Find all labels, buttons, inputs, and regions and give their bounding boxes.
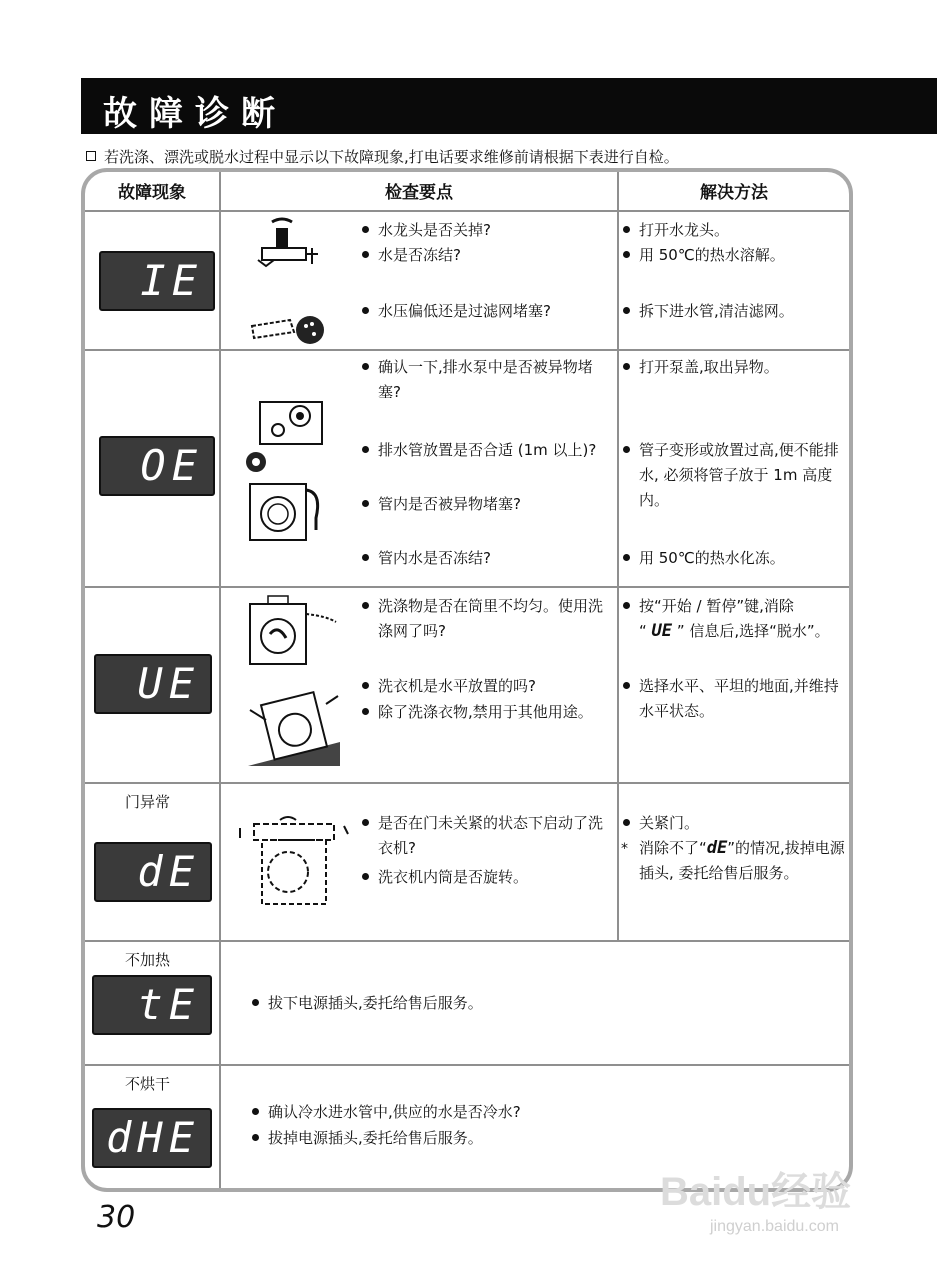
check-item: 确认一下,排水泵中是否被异物堵塞? bbox=[362, 355, 612, 405]
solution-item: 选择水平、平坦的地面,并维持水平状态。 bbox=[623, 674, 845, 724]
watermark-logo: Baidu经验 bbox=[660, 1170, 852, 1214]
water-tap-illustration bbox=[252, 214, 322, 276]
row-label-door: 门异常 bbox=[125, 793, 171, 811]
error-display-oe: OE bbox=[99, 436, 215, 496]
inline-lcd-code: UE bbox=[651, 621, 673, 641]
check-item: 水龙头是否关掉? bbox=[362, 218, 612, 243]
solution-item: 用 50℃的热水化冻。 bbox=[623, 546, 845, 571]
header-solution: 解决方法 bbox=[700, 183, 768, 203]
row-label-no-dry: 不烘干 bbox=[125, 1075, 171, 1093]
page-number: 30 bbox=[97, 1200, 136, 1235]
level-machine-illustration bbox=[246, 686, 342, 770]
row-divider bbox=[85, 940, 849, 942]
row-divider bbox=[85, 586, 849, 588]
solution-item: 打开泵盖,取出异物。 bbox=[623, 355, 845, 380]
filter-screen-illustration bbox=[250, 308, 330, 348]
check-item: 排水管放置是否合适 (1m 以上)? bbox=[362, 438, 612, 463]
row-label-no-heat: 不加热 bbox=[125, 951, 171, 969]
solution-item: 拆下进水管,清洁滤网。 bbox=[623, 299, 845, 324]
watermark-url: jingyan.baidu.com bbox=[710, 1218, 839, 1235]
error-display-dhe: dHE bbox=[92, 1108, 212, 1168]
page-title: 故障诊断 bbox=[103, 94, 287, 134]
row-divider bbox=[85, 782, 849, 784]
check-item: 拔下电源插头,委托给售后服务。 bbox=[252, 991, 812, 1016]
error-display-de: dE bbox=[94, 842, 212, 902]
star-icon: * bbox=[621, 841, 628, 857]
check-item: 除了洗涤衣物,禁用于其他用途。 bbox=[362, 700, 612, 725]
solution-item: 打开水龙头。 bbox=[623, 218, 845, 243]
check-item: 是否在门未关紧的状态下启动了洗衣机? bbox=[362, 811, 612, 861]
intro-label: 若洗涤、漂洗或脱水过程中显示以下故障现象,打电话要求维修前请根据下表进行自检。 bbox=[104, 148, 679, 166]
row-divider bbox=[85, 349, 849, 351]
check-item: 洗衣机内筒是否旋转。 bbox=[362, 865, 612, 890]
check-item: 确认冷水进水管中,供应的水是否冷水? bbox=[252, 1100, 812, 1125]
solution-item: 管子变形或放置过高,便不能排水, 必须将管子放于 1m 高度内。 bbox=[623, 438, 845, 513]
door-illustration bbox=[236, 814, 352, 910]
check-item: 管内是否被异物堵塞? bbox=[362, 492, 612, 517]
solution-item: 按“开始 / 暂停”键,消除 “ UE ” 信息后,选择“脱水”。 bbox=[623, 594, 845, 644]
check-item: 洗涤物是否在筒里不均匀。使用洗涤网了吗? bbox=[362, 594, 612, 644]
check-item: 水压偏低还是过滤网堵塞? bbox=[362, 299, 612, 324]
error-display-te: tE bbox=[92, 975, 212, 1035]
check-item: 洗衣机是水平放置的吗? bbox=[362, 674, 612, 699]
row-divider bbox=[85, 1064, 849, 1066]
error-display-ie: IE bbox=[99, 251, 215, 311]
header-symptom: 故障现象 bbox=[118, 183, 186, 203]
solution-item: * 消除不了“dE”的情况,拔掉电源插头, 委托给售后服务。 bbox=[621, 838, 845, 882]
intro-text bbox=[86, 146, 679, 167]
header-divider bbox=[85, 210, 849, 212]
drain-hose-illustration bbox=[246, 478, 326, 542]
header-check: 检查要点 bbox=[385, 183, 453, 203]
check-item: 管内水是否冻结? bbox=[362, 546, 612, 571]
title-bar bbox=[81, 78, 937, 134]
check-item: 拔掉电源插头,委托给售后服务。 bbox=[252, 1126, 812, 1151]
solution-item: 关紧门。 bbox=[623, 811, 845, 836]
check-item: 水是否冻结? bbox=[362, 243, 612, 268]
uneven-load-illustration bbox=[244, 594, 340, 668]
solution-item: 用 50℃的热水溶解。 bbox=[623, 243, 845, 268]
square-bullet-icon bbox=[86, 151, 96, 161]
column-divider bbox=[617, 172, 619, 940]
drain-pump-illustration bbox=[242, 396, 324, 476]
error-display-ue: UE bbox=[94, 654, 212, 714]
inline-lcd-code: dE bbox=[706, 838, 728, 858]
column-divider bbox=[219, 172, 221, 1188]
